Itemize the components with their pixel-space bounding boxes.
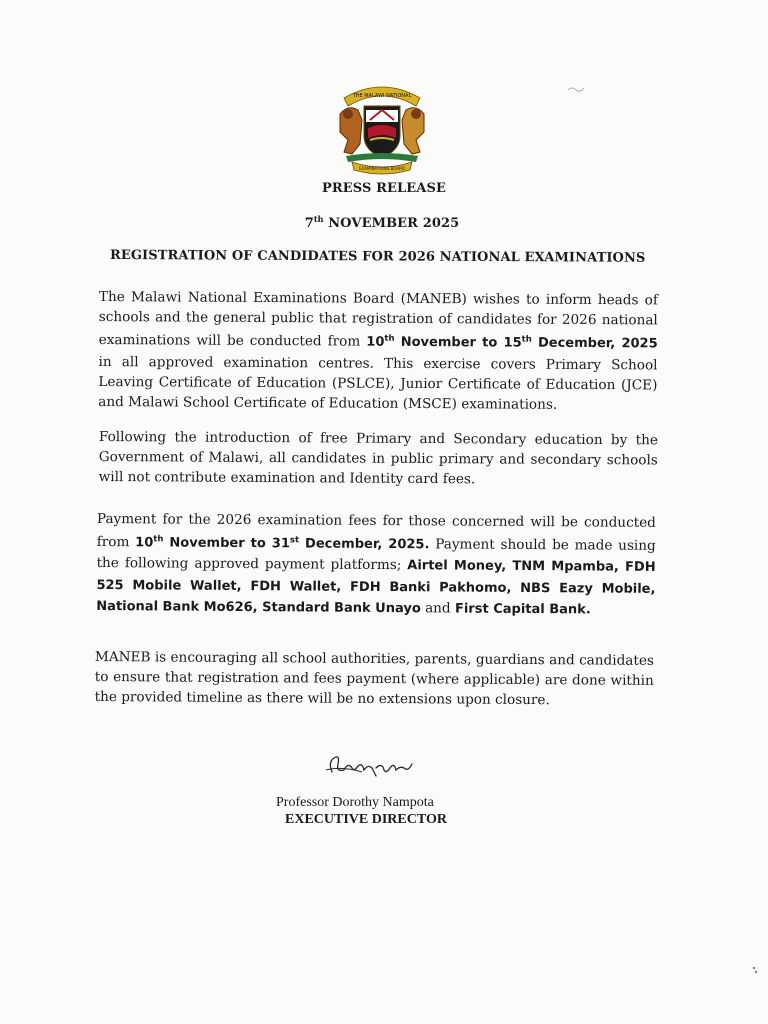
paragraph-free-education: Following the introduction of free Primary and Secondary education by the Government of Malawi, all candidates in public primary and secondary schools will not contribute examination and Identity card fees. (98, 428, 658, 488)
press-release-heading: PRESS RELEASE (322, 181, 446, 196)
paragraph-encouragement: MANEB is encouraging all school authorities, parents, guardians and candidates to ensure that registration and fees payment (where applicable) are done within the provided timeline as there will be no extensions upon closure. (94, 648, 654, 709)
payment-platforms: Airtel Money, TNM Mpamba, FDH 525 Mobile Wallet, FDH Wallet, FDH Banki Pakhomo, NBS Eazy Mobile, National Bank Mo626, Standard Bank Unayo (96, 558, 656, 617)
signatory-title: EXECUTIVE DIRECTOR (285, 812, 447, 827)
release-date: 7th NOVEMBER 2025 (304, 214, 460, 231)
document-title: REGISTRATION OF CANDIDATES FOR 2026 NATIONAL EXAMINATIONS (109, 248, 646, 266)
paragraph-payment: Payment for the 2026 examination fees for those concerned will be conducted from 10th November to 31st December, 2025. Payment should be made using the following approved payment platforms; Airtel Money, TNM Mpamba, FDH 525 Mobile Wallet, FDH Wallet, FDH Banki Pakhomo, NBS Eazy Mobile, National Bank Mo626, Standard Bank Unayo and First Capital Bank. (96, 510, 656, 618)
speck-icon (752, 966, 758, 974)
svg-text:EXAMINATIONS BOARD: EXAMINATIONS BOARD (359, 166, 405, 171)
paragraph-registration: The Malawi National Examinations Board (MANEB) wishes to inform heads of schools and the general public that registration of candidates for 2026 national examinations will be conducted from 10th November to 15th December, 2025 in all approved examination centres. This exercise covers Primary School Leaving Certificate of Education (PSLCE), Junior Certificate of Education (JCE) and Malawi School Certificate of Education (MSCE) examinations. (98, 288, 658, 413)
svg-text:THE MALAWI NATIONAL: THE MALAWI NATIONAL (352, 93, 412, 99)
ink-mark-icon (566, 84, 586, 94)
maneb-crest-icon (330, 80, 434, 176)
handwritten-signature-icon (322, 748, 426, 782)
signatory-name: Professor Dorothy Nampota (276, 795, 434, 810)
